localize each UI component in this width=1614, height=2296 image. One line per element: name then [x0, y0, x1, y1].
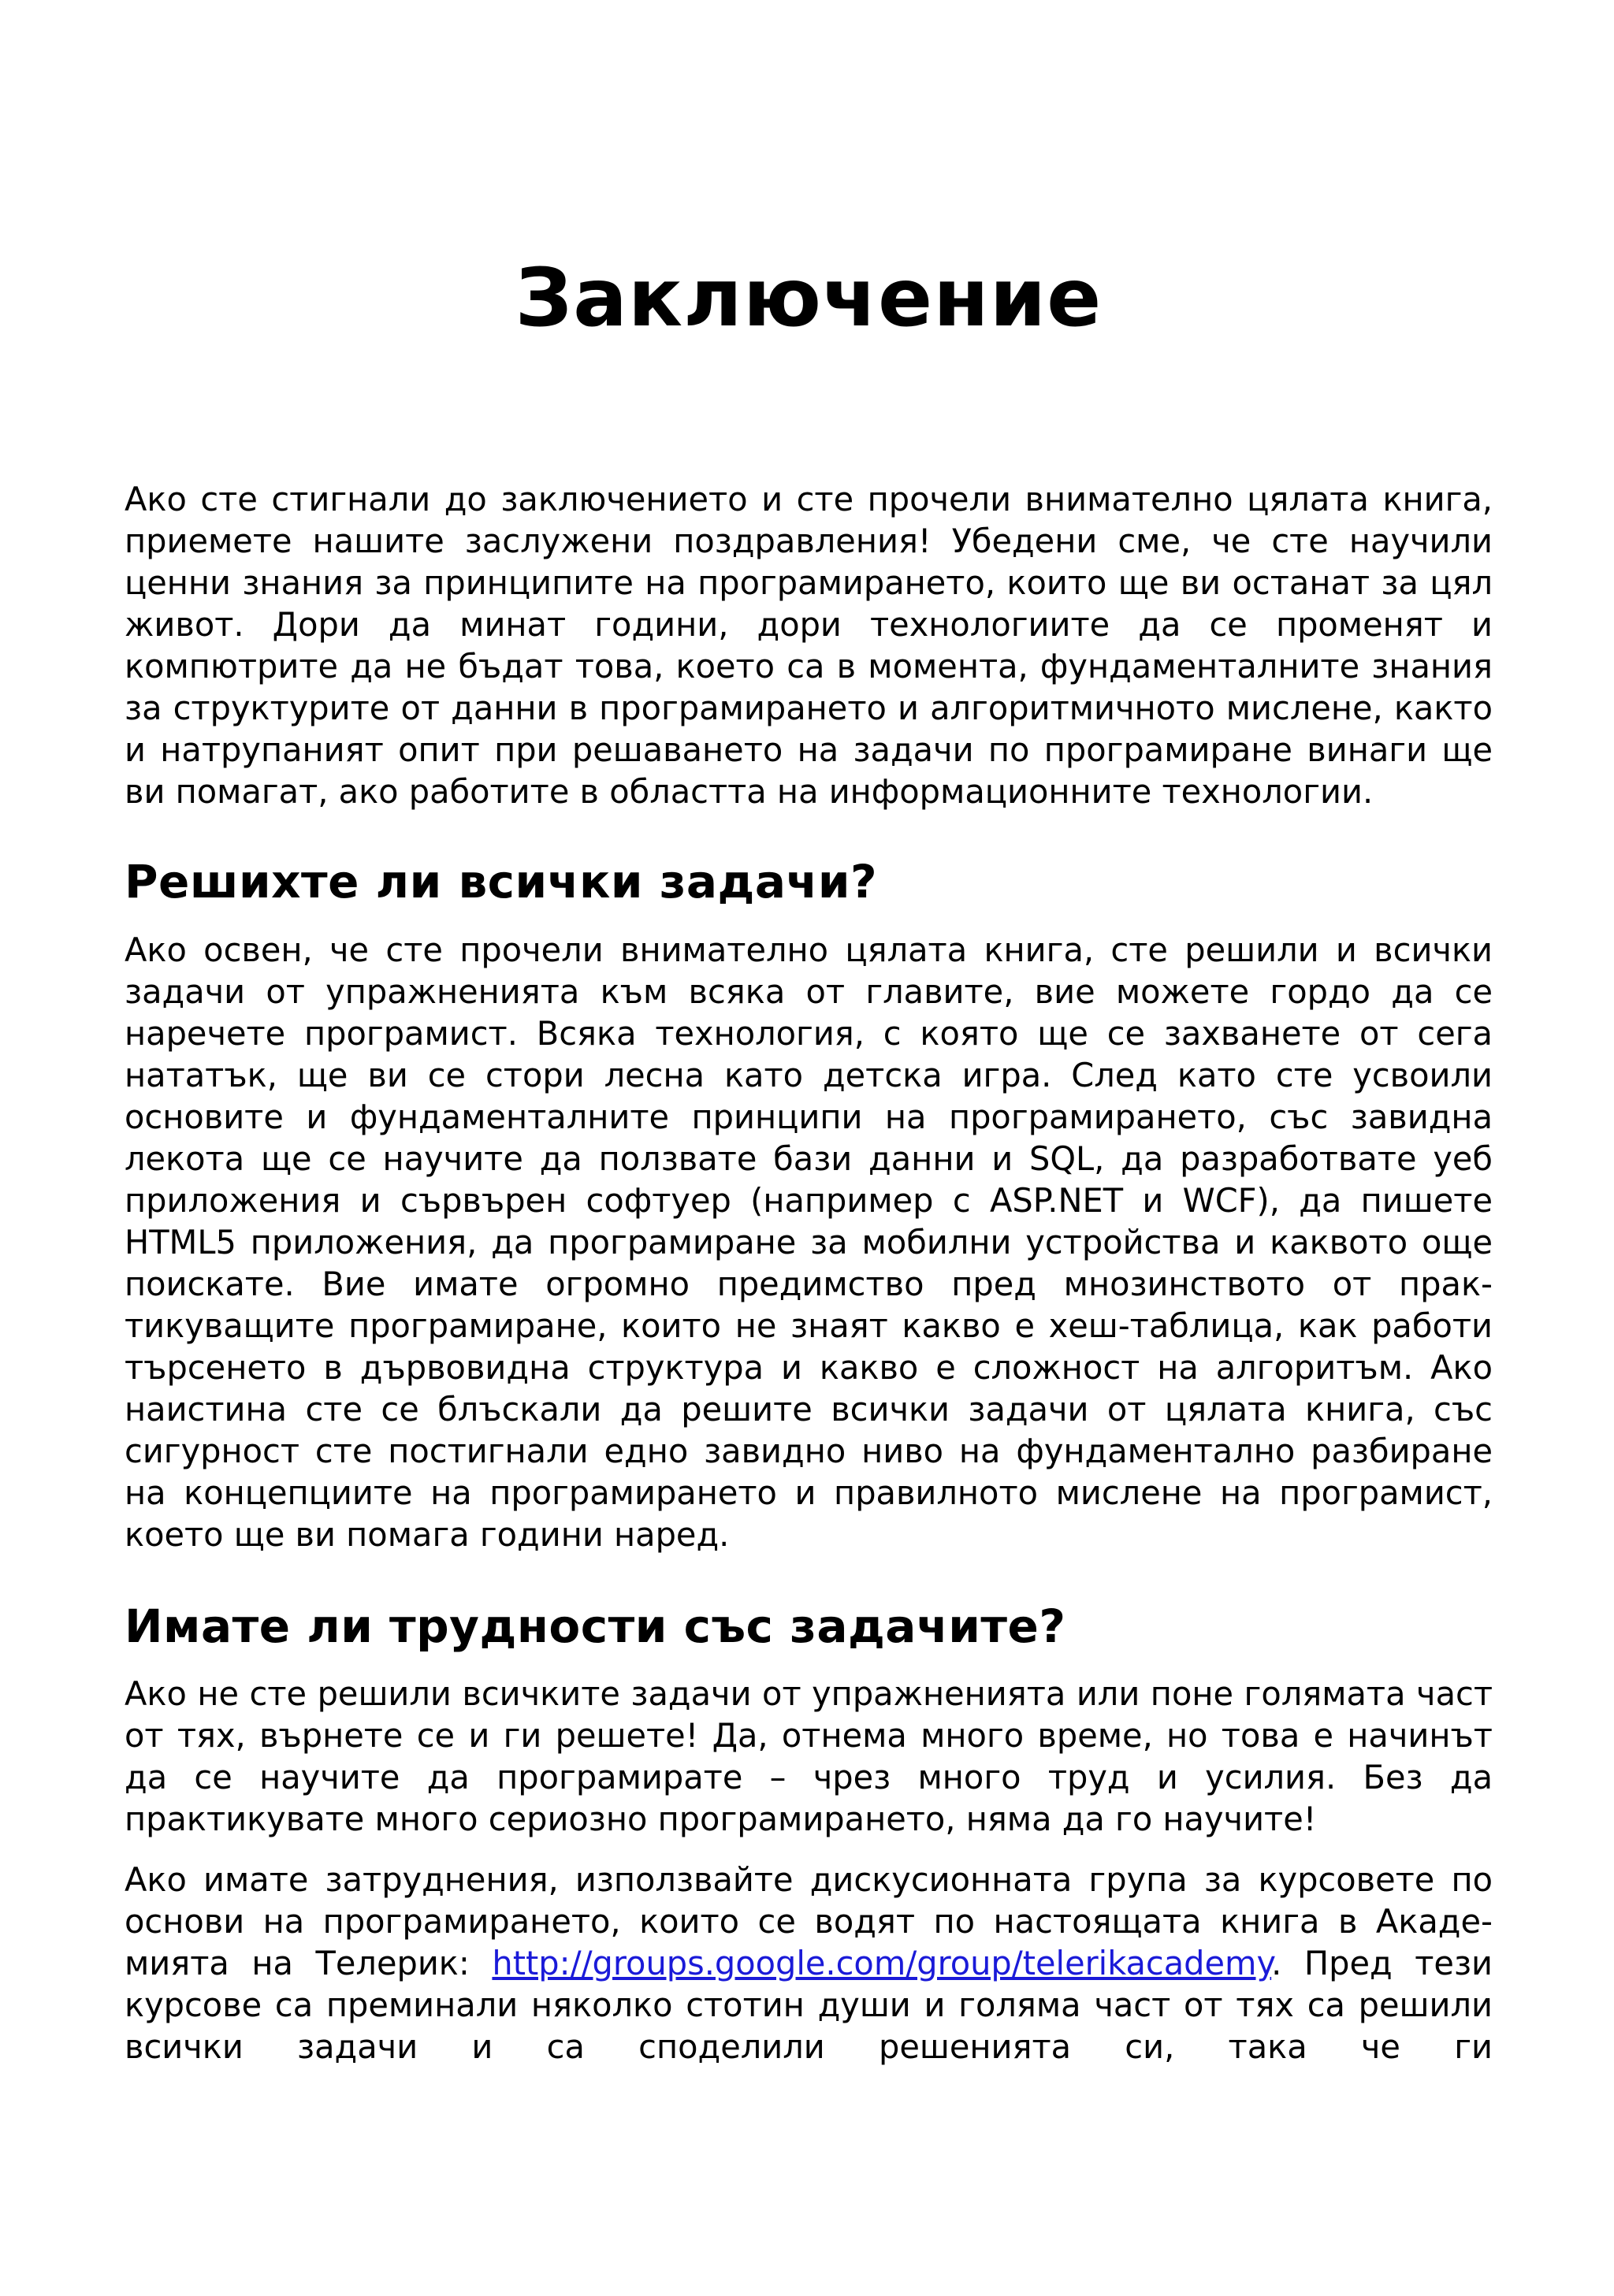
section-paragraph-difficulties-2	[125, 1859, 1493, 2068]
document-body	[125, 478, 1493, 2068]
section-heading-difficulties: Имате ли трудности със задачите?	[125, 1599, 1066, 1653]
intro-paragraph: Ако сте стигнали до заключението и сте прочели внимателно цялата книга, приемете нашите заслужени поздравления! Убедени сме, че сте научили ценни знания за принципите на програмирането, които ще ви останат за цял живот. Дори да минат години, дори технологиите да се променят и компютрите да не бъдат това, което са в момента, фундаменталните знания за структурите от данни в програмирането и алгоритмичното мислене, както и натрупаният опит при решаването на задачи по програмиране винаги ще ви помагат, ако работите в областта на информационните технологии.	[125, 480, 1493, 811]
paragraph-text-after-link: . Пред тези курсове са преминали няколко стотин души и голяма част от тях са решили всички задачи и са споделили решенията си, така че ги	[125, 1944, 1493, 2067]
page-title: Заключение	[515, 251, 1103, 345]
section-paragraph-difficulties-1: Ако не сте решили всичките задачи от упражненията или поне голямата част от тях, върнете се и ги решете! Да, отнема много време, но това е начинът да се научите да програмирате – чрез много труд и усилия. Без да практикувате много сериозно програмирането, няма да го научите!	[125, 1674, 1493, 1839]
telerik-academy-group-link[interactable]: http://groups.google.com/group/telerikacademy	[492, 1944, 1272, 1983]
paragraph-text-before-link: Ако имате затруднения, използвайте дискусионната група за курсовете по основи на програмирането, които се водят по настоящата книга в Академията на Телерик:	[125, 1860, 1493, 1983]
section-paragraph-solved-tasks: Ако освен, че сте прочели внимателно цялата книга, сте решили и всички задачи от упражненията към всяка от главите, вие можете гордо да се наречете програмист. Всяка технология, с която ще се захванете от сега нататък, ще ви се стори лесна като детска игра. След като сте усвоили основите и фундаменталните принципи на програмирането, със завидна лекота ще се научите да ползвате бази данни и SQL, да разработвате уеб приложения и сървърен софтуер (например с ASP.NET и WCF), да пишете HTML5 приложения, да програмиране за мобилни устройства и каквото още поискате. Вие имате огромно предимство пред мнозинството от практикуващите програмиране, които не знаят какво е хеш-таблица, как работи търсенето в дървовидна структура и какво е сложност на алгоритъм. Ако наистина сте се блъскали да решите всички задачи от цялата книга, със сигурност сте постигнали едно завидно ниво на фундаментално разбиране на концепциите на програмирането и правилното мислене на програмист, което ще ви помага години наред.	[125, 930, 1493, 1554]
section-heading-solved-tasks: Решихте ли всички задачи?	[125, 855, 878, 908]
